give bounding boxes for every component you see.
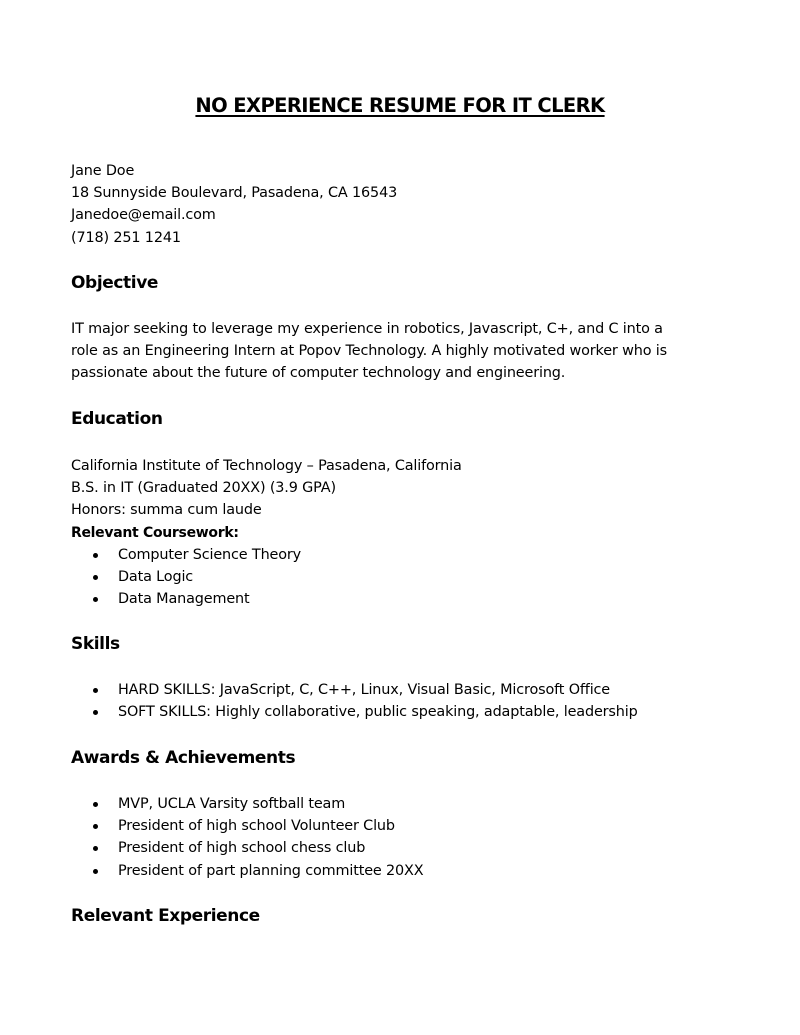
- contact-address: 18 Sunnyside Boulevard, Pasadena, CA 16543: [71, 185, 398, 202]
- experience-heading: Relevant Experience: [71, 906, 260, 926]
- skills-block: [71, 679, 731, 723]
- bullet-icon: [93, 553, 98, 558]
- awards-block: [71, 793, 731, 882]
- education-degree: B.S. in IT (Graduated 20XX) (3.9 GPA): [71, 480, 336, 497]
- list-item: MVP, UCLA Varsity softball team: [71, 793, 731, 815]
- bullet-icon: [93, 824, 98, 829]
- list-item: Computer Science Theory: [71, 544, 731, 566]
- list-item: SOFT SKILLS: Highly collaborative, public speaking, adaptable, leadership: [71, 701, 731, 723]
- objective-paragraph: [71, 318, 731, 385]
- skills-heading: Skills: [71, 634, 120, 654]
- list-item: Data Logic: [71, 566, 731, 588]
- objective-heading: Objective: [71, 273, 159, 293]
- document-title: NO EXPERIENCE RESUME FOR IT CLERK: [195, 94, 605, 117]
- bullet-icon: [93, 846, 98, 851]
- contact-name: Jane Doe: [71, 163, 135, 179]
- bullet-icon: [93, 802, 98, 807]
- objective-line: passionate about the future of computer technology and engineering.: [71, 365, 566, 382]
- awards-heading: Awards & Achievements: [71, 748, 296, 768]
- awards-list: [71, 793, 731, 882]
- coursework-list: [71, 544, 731, 611]
- list-item: President of high school chess club: [71, 837, 731, 859]
- bullet-icon: [93, 597, 98, 602]
- bullet-icon: [93, 869, 98, 874]
- list-item: HARD SKILLS: JavaScript, C, C++, Linux, Visual Basic, Microsoft Office: [71, 679, 731, 701]
- skills-list: [71, 679, 731, 723]
- bullet-icon: [93, 688, 98, 693]
- list-item: President of part planning committee 20XX: [71, 860, 731, 882]
- education-block: [71, 455, 731, 610]
- education-honors: Honors: summa cum laude: [71, 502, 262, 519]
- contact-phone: (718) 251 1241: [71, 229, 181, 246]
- list-item: President of high school Volunteer Club: [71, 815, 731, 837]
- education-school: California Institute of Technology – Pasadena, California: [71, 458, 462, 474]
- education-heading: Education: [71, 409, 163, 429]
- contact-email: Janedoe@email.com: [71, 207, 216, 224]
- coursework-label: Relevant Coursework:: [71, 524, 239, 541]
- contact-block: [71, 160, 731, 249]
- objective-line: role as an Engineering Intern at Popov Technology. A highly motivated worker who is: [71, 343, 667, 360]
- bullet-icon: [93, 575, 98, 580]
- list-item: Data Management: [71, 588, 731, 610]
- objective-line: IT major seeking to leverage my experience in robotics, Javascript, C+, and C into a: [71, 321, 663, 337]
- bullet-icon: [93, 710, 98, 715]
